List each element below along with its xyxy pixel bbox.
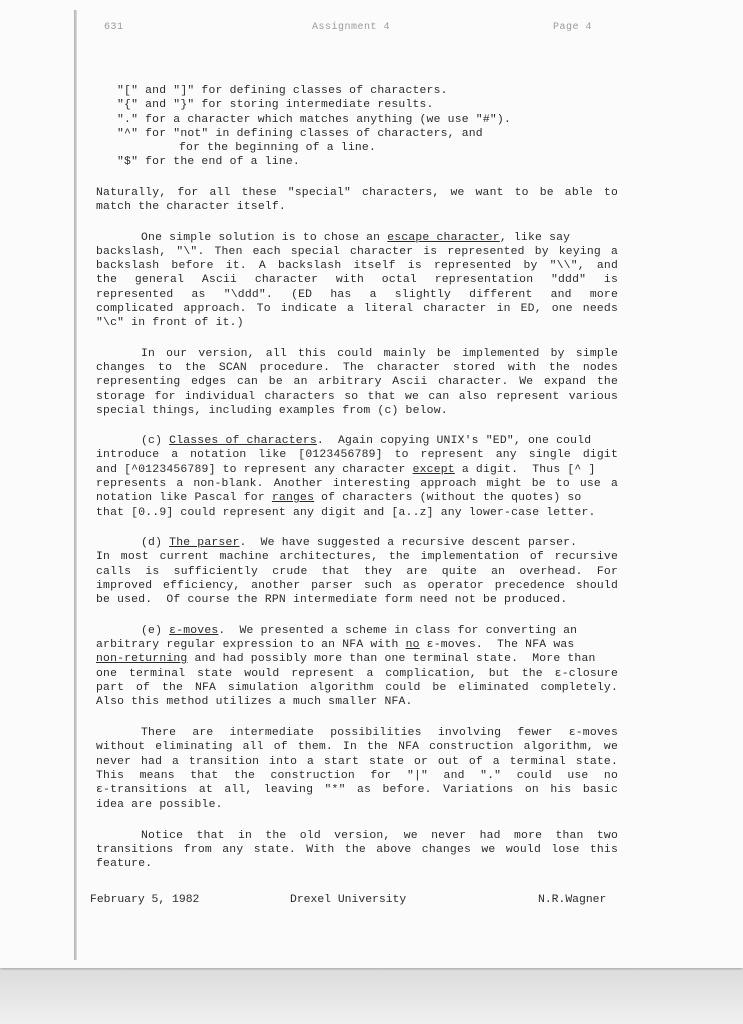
underlined-term: The parser (169, 537, 240, 549)
paragraph-line: and [^0123456789] to represent any character except a digit. Thus [^ ] (96, 464, 596, 476)
list-item: "{" and "}" for storing intermediate results. (117, 99, 434, 111)
paragraph-line: idea are possible. (96, 799, 223, 811)
list-item: "." for a character which matches anything (we use "#"). (117, 114, 511, 126)
paragraph-line: In our version, all this could mainly be implemented by simple (141, 348, 618, 360)
paragraph-line: backslash, "\". Then each special character is represented by keying a (96, 246, 618, 258)
section-d-heading-line: (d) The parser. We have suggested a recursive descent parser. (141, 537, 578, 549)
paragraph-line: special things, including examples from (c) below. (96, 405, 448, 417)
paragraph-line: complicated approach. To indicate a literal character in ED, one needs (96, 303, 618, 315)
header-title: Assignment 4 (312, 22, 391, 33)
paragraph-line: improved efficiency, another parser such as operator precedence should (96, 580, 618, 592)
paragraph-line: calls is sufficiently crude that they are quite an overhead. For (96, 566, 618, 578)
paragraph-line: match the character itself. (96, 201, 286, 213)
paragraph-line: feature. (96, 858, 153, 870)
section-e-heading-line: (e) ε-moves. We presented a scheme in class for converting an (141, 625, 578, 637)
footer-author: N.R.Wagner (538, 894, 607, 906)
underlined-term: non-returning (96, 653, 188, 665)
paragraph-line: one terminal state would represent a complication, but the ε-closure (96, 668, 618, 680)
paragraph-line: "\c" in front of it.) (96, 317, 244, 329)
list-item: "^" for "not" in defining classes of characters, and (117, 128, 483, 140)
paragraph-line: In most current machine architectures, the implementation of recursive (96, 551, 618, 563)
paragraph-line: introduce a notation like [0123456789] to represent any single digit (96, 449, 618, 461)
header-course-number: 631 (104, 22, 124, 33)
scanner-background (0, 970, 743, 1024)
paragraph-line: transitions from any state. With the above changes we would lose this (96, 844, 618, 856)
paragraph-line: One simple solution is to chose an escape character, like say (141, 232, 571, 244)
underlined-term: ε-moves (169, 625, 219, 637)
underlined-term: Classes of characters (169, 435, 317, 447)
paragraph-line: Naturally, for all these "special" characters, we want to be able to (96, 187, 618, 199)
list-item: "[" and "]" for defining classes of characters. (117, 85, 448, 97)
footer-institution: Drexel University (290, 894, 407, 906)
paragraph-line: changes to the SCAN procedure. The character stored with the nodes (96, 362, 618, 374)
paragraph-line: without eliminating all of them. In the NFA construction algorithm, we (96, 741, 618, 753)
header-page-number: Page 4 (553, 22, 593, 33)
paragraph-line: There are intermediate possibilities involving fewer ε-moves (141, 727, 618, 739)
paragraph-line: never had a transition into a start state or out of a terminal state. (96, 756, 618, 768)
underlined-term: escape character (387, 232, 500, 244)
paragraph-line: the general Ascii character with octal representation "ddd" is (96, 274, 618, 286)
underlined-term: ranges (271, 492, 315, 504)
paragraph-line: that [0..9] could represent any digit and [a..z] any lower-case letter. (96, 507, 596, 519)
paragraph-line: representing edges can be an arbitrary Ascii character. We expand the (96, 376, 618, 388)
paragraph-line: arbitrary regular expression to an NFA with no ε-moves. The NFA was (96, 639, 575, 651)
page-edge-shadow (74, 10, 77, 960)
footer-date: February 5, 1982 (90, 894, 200, 906)
paragraph-line: non-returning and had possibly more than one terminal state. More than (96, 653, 596, 665)
paragraph-line: notation like Pascal for ranges of characters (without the quotes) so (96, 492, 582, 504)
paragraph-line: Also this method utilizes a much smaller NFA. (96, 696, 413, 708)
paragraph-line: Notice that in the old version, we never had more than two (141, 830, 618, 842)
paragraph-line: represented as "\ddd". (ED has a slightly different and more (96, 289, 618, 301)
paragraph-line: represents a non-blank. Another interesting approach might be to use a (96, 478, 618, 490)
section-c-heading-line: (c) Classes of characters. Again copying UNIX's "ED", one could (141, 435, 592, 447)
paragraph-line: be used. Of course the RPN intermediate form need not be produced. (96, 594, 568, 606)
paragraph-line: ε-transitions at all, leaving "*" as before. Variations on his basic (96, 784, 618, 796)
list-item: "$" for the end of a line. (117, 156, 300, 168)
underlined-term: no (405, 639, 420, 651)
list-item-continuation: for the beginning of a line. (179, 142, 376, 154)
paragraph-line: backslash before it. A backslash itself is represented by "\\", and (96, 260, 618, 272)
underlined-term: except (412, 464, 455, 476)
paragraph-line: part of the NFA simulation algorithm could be eliminated completely. (96, 682, 618, 694)
paragraph-line: storage for individual characters so that we can also represent various (96, 391, 618, 403)
paragraph-line: This means that the construction for "|" and "." could use no (96, 770, 618, 782)
